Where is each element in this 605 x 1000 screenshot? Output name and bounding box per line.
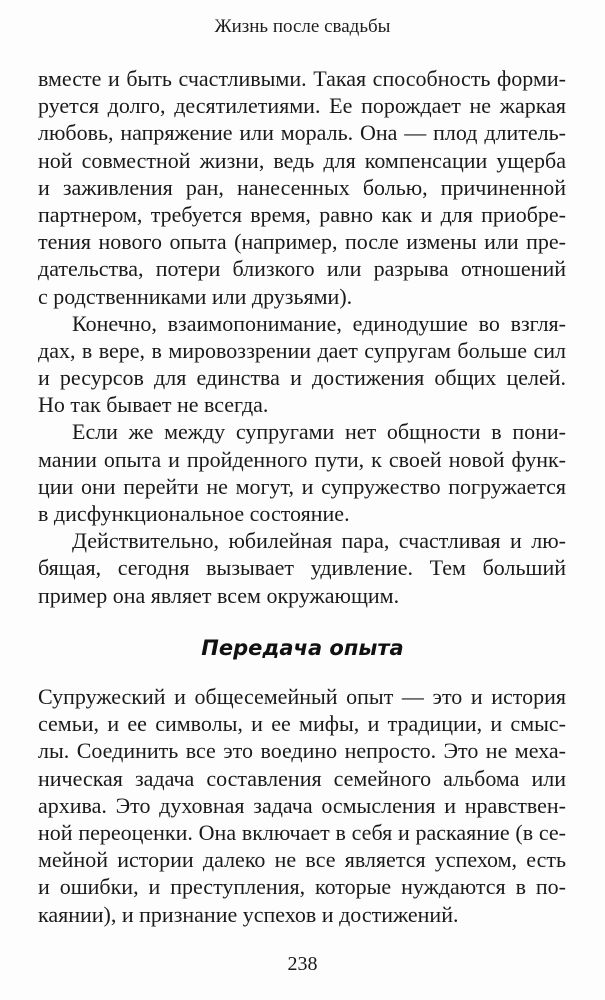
text-line: и ошибки, и преступления, которые нуждаются в по-: [38, 874, 566, 900]
text-line: лы. Соединить все это воедино непросто. Это не меха-: [38, 738, 566, 764]
section-body-text: [38, 683, 566, 928]
text-line: бящая, сегодня вызывает удивление. Тем больший: [38, 555, 566, 581]
text-line: любовь, напряжение или мораль. Она — плод длитель-: [38, 120, 566, 146]
text-line: Если же между супругами нет общности в пони-: [72, 419, 566, 445]
text-line: Супружеский и общесемейный опыт — это и история: [38, 684, 566, 709]
text-line: дах, в вере, в мировоззрении дает супругам больше сил: [38, 337, 566, 363]
text-line: ной совместной жизни, ведь для компенсации ущерба: [38, 147, 566, 173]
text-line: ной переоценки. Она включает в себя и раскаяние (в се-: [38, 819, 566, 845]
section-heading: Передача опыта: [201, 636, 404, 660]
text-line: пример она являет всем окружающим.: [38, 582, 400, 608]
text-line: каянии), и признание успехов и достижений.: [38, 901, 459, 927]
text-line: руется долго, десятилетиями. Ее порождает не жаркая: [38, 93, 566, 119]
body-text: [38, 65, 566, 609]
text-line: дательства, потери близкого или разрыва отношений: [38, 256, 566, 282]
text-line: семьи, и ее символы, и ее мифы, и традиции, и смыс-: [38, 711, 566, 737]
text-line: мейной истории далеко не все является успехом, есть: [38, 847, 566, 873]
paragraph: [38, 527, 566, 609]
text-line: архива. Это духовная задача осмысления и нравствен-: [38, 792, 566, 818]
running-header: Жизнь после свадьбы: [214, 16, 391, 37]
text-line: с родственниками или друзьями).: [38, 283, 353, 309]
text-line: тения нового опыта (например, после измены или пре-: [38, 229, 566, 255]
paragraph: [38, 310, 566, 419]
text-line: ции они перейти не могут, и супружество погружается: [38, 473, 566, 499]
page-number: 238: [287, 953, 318, 975]
text-line: Но так бывает не всегда.: [38, 392, 269, 418]
text-line: ническая задача составления семейного альбома или: [38, 765, 566, 791]
text-line: в дисфункциональное состояние.: [38, 501, 350, 526]
text-line: вместе и быть счастливыми. Такая способность форми-: [38, 66, 566, 91]
text-line: и заживления ран, нанесенных болью, причиненной: [38, 174, 566, 200]
paragraph: [38, 65, 566, 310]
text-line: и ресурсов для единства и достижения общих целей.: [38, 365, 566, 391]
paragraph: [38, 683, 566, 928]
text-line: партнером, требуется время, равно как и для приобре-: [38, 201, 566, 227]
text-line: Действительно, юбилейная пара, счастливая и лю-: [72, 528, 566, 554]
paragraph: [38, 418, 566, 527]
text-line: мании опыта и пройденного пути, к своей новой функ-: [38, 446, 566, 472]
text-line: Конечно, взаимопонимание, единодушие во взгля-: [72, 310, 566, 336]
